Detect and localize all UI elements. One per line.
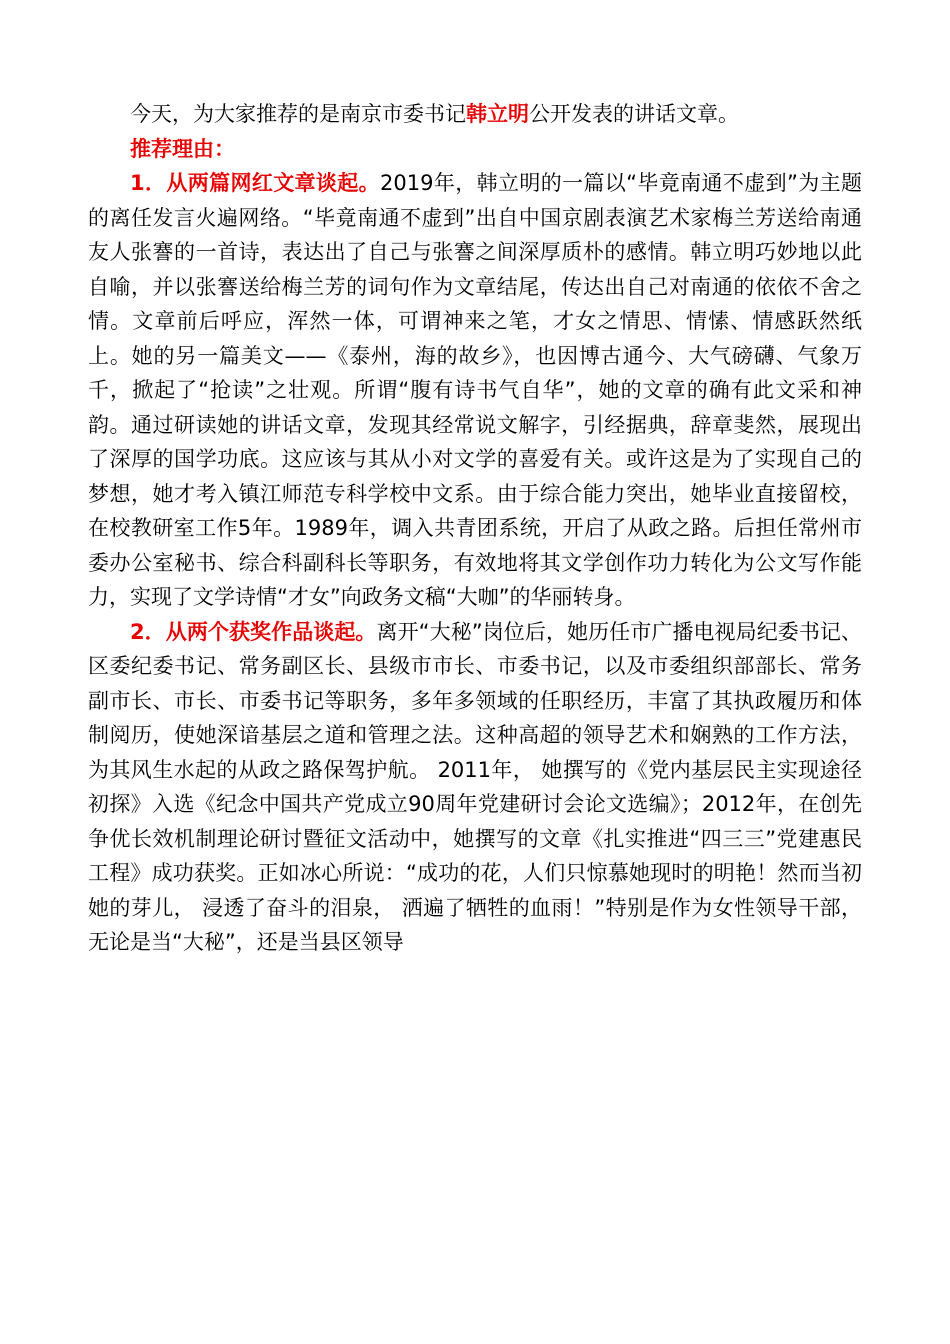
intro-text-after: 公开发表的讲话文章。 bbox=[529, 102, 739, 126]
reasons-heading-paragraph bbox=[88, 132, 862, 167]
document-page bbox=[88, 97, 862, 960]
highlighted-name: 韩立明 bbox=[466, 102, 529, 126]
section-1-body: 2019年，韩立明的一篇以“毕竟南通不虚到”为主题的离任发言火遍网络。“毕竟南通不虚到”出自中国京剧表演艺术家梅兰芳送给南通友人张謇的一首诗，表达出了自己与张謇之间深厚质朴的感情。韩立明巧妙地以此自喻，并以张謇送给梅兰芳的词句作为文章结尾，传达出自己对南通的依依不舍之情。文章前后呼应，浑然一体，可谓神来之笔，才女之情思、情愫、情感跃然纸上。她的另一篇美文——《泰州，海的故乡》，也因博古通今、大气磅礴、气象万千，掀起了“抢读”之壮观。所谓“腹有诗书气自华”，她的文章的确有此文采和神韵。通过研读她的讲话文章，发现其经常说文解字，引经据典，辞章斐然，展现出了深厚的国学功底。这应该与其从小对文学的喜爱有关。或许这是为了实现自己的梦想，她才考入镇江师范专科学校中文系。由于综合能力突出，她毕业直接留校，在校教研室工作5年。1989年，调入共青团系统，开启了从政之路。后担任常州市委办公室秘书、综合科副科长等职务，有效地将其文学创作功力转化为公文写作能力，实现了文学诗情“才女”向政务文稿“大咖”的华丽转身。 bbox=[88, 171, 862, 609]
reasons-heading: 推荐理由： bbox=[130, 136, 235, 161]
intro-text-before: 今天，为大家推荐的是南京市委书记 bbox=[130, 102, 466, 126]
section-1-heading: 1．从两篇网红文章谈起。 bbox=[130, 171, 381, 195]
section-2-heading: 2．从两个获奖作品谈起。 bbox=[130, 619, 377, 644]
section-2-paragraph bbox=[88, 615, 862, 960]
intro-paragraph bbox=[88, 97, 862, 132]
section-2-body: 离开“大秘”岗位后，她历任市广播电视局纪委书记、区委纪委书记、常务副区长、县级市市长、市委书记，以及市委组织部部长、常务副市长、市长、市委书记等职务，多年多领域的任职经历，丰富了其执政履历和体制阅历，使她深谙基层之道和管理之法。这种高超的领导艺术和娴熟的工作方法， 为其风生水起的从政之路保驾护航。 2011年， 她撰写的《党内基层民主实现途径初探》入选《纪念中国共产党成立90周年党建研讨会论文选编》；2012年，在创先争优长效机制理论研讨暨征文活动中，她撰写的文章《扎实推进“四三三”党建惠民工程》成功获奖。正如冰心所说：“成功的花，人们只惊慕她现时的明艳！然而当初她的芽儿， 浸透了奋斗的泪泉， 洒遍了牺牲的血雨！”特别是作为女性领导干部，无论是当“大秘”，还是当县区领导 bbox=[88, 619, 862, 954]
section-1-paragraph bbox=[88, 166, 862, 615]
